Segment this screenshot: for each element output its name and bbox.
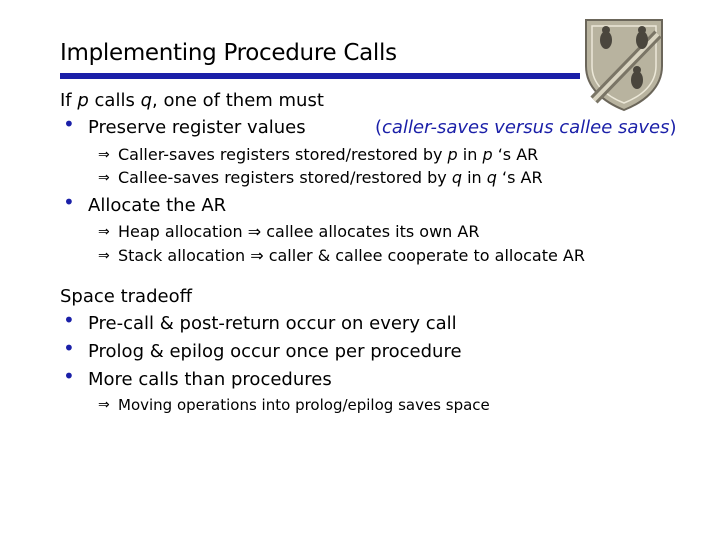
bullet-allocate: Allocate the AR: [88, 195, 227, 216]
sub-caller-in: in: [457, 145, 483, 164]
arrow-icon: ⇒: [250, 246, 264, 265]
arrow-icon: ⇒: [98, 224, 110, 240]
title-rule: [60, 73, 580, 79]
sub-callee-end: ‘s AR: [496, 168, 543, 187]
var-q: q: [140, 90, 152, 111]
arrow-icon: ⇒: [247, 222, 262, 241]
intro-prefix: If: [60, 90, 78, 111]
bullet-preserve: Preserve register values: [88, 117, 306, 138]
var-p: p: [447, 145, 458, 164]
var-q: q: [451, 168, 462, 187]
bullet-icon: •: [63, 190, 75, 214]
sub-heap-a: Heap allocation: [118, 222, 248, 241]
arrow-icon: ⇒: [98, 170, 110, 186]
bullet-icon: •: [63, 364, 75, 388]
sub-caller-text: Caller-saves registers stored/restored by: [118, 145, 448, 164]
intro-mid: calls: [88, 90, 141, 111]
arrow-icon: ⇒: [98, 397, 110, 413]
intro-suffix: , one of them must: [152, 90, 324, 111]
note-close-paren: ): [669, 117, 677, 138]
space-bullet-1: Pre-call & post-return occur on every call: [88, 313, 457, 334]
sub-callee-in: in: [462, 168, 487, 187]
note-text: caller-saves versus callee saves: [382, 117, 670, 138]
sub-heap: [118, 222, 479, 241]
var-p: p: [482, 145, 493, 164]
bullet-icon: •: [63, 308, 75, 332]
sub-caller-saves: [118, 145, 538, 164]
space-heading: Space tradeoff: [60, 286, 192, 307]
university-shield-logo: [582, 16, 666, 112]
preserve-note: [375, 117, 677, 138]
var-p: p: [77, 90, 89, 111]
sub-callee-text: Callee-saves registers stored/restored by: [118, 168, 452, 187]
sub-caller-end: ‘s AR: [492, 145, 539, 164]
sub-stack: [118, 246, 585, 265]
sub-callee-saves: [118, 168, 543, 187]
note-open-paren: (: [375, 117, 383, 138]
sub-heap-b: callee allocates its own AR: [261, 222, 480, 241]
space-bullet-3: More calls than procedures: [88, 369, 332, 390]
sub-stack-b: caller & callee cooperate to allocate AR: [263, 246, 585, 265]
space-bullet-2: Prolog & epilog occur once per procedure: [88, 341, 462, 362]
var-q: q: [486, 168, 497, 187]
arrow-icon: ⇒: [98, 147, 110, 163]
sub-moving: Moving operations into prolog/epilog saves space: [118, 396, 490, 414]
arrow-icon: ⇒: [98, 248, 110, 264]
sub-stack-a: Stack allocation: [118, 246, 251, 265]
bullet-icon: •: [63, 112, 75, 136]
intro-line: [60, 90, 324, 111]
bullet-icon: •: [63, 336, 75, 360]
slide-title: Implementing Procedure Calls: [60, 40, 397, 66]
